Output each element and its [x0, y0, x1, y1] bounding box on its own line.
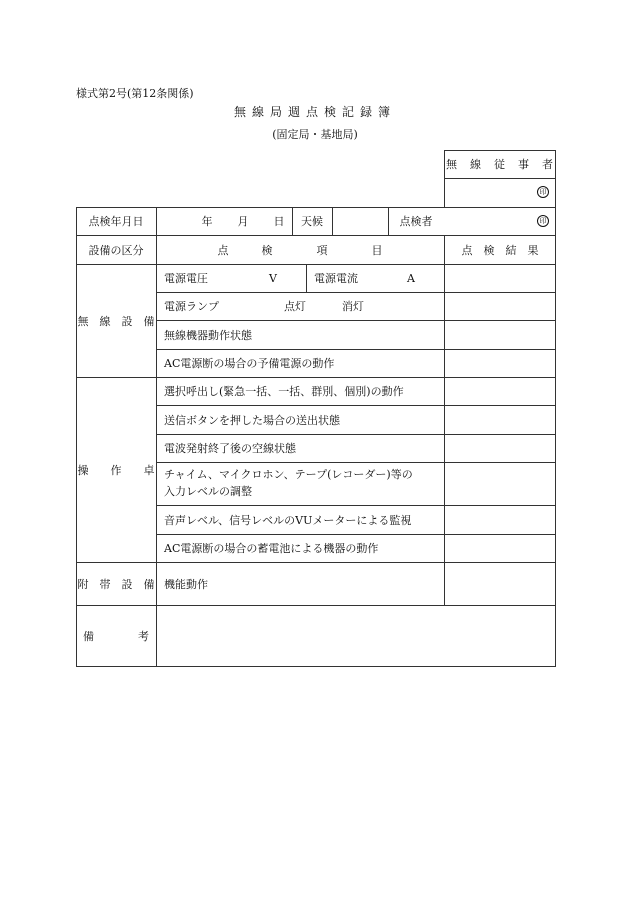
form-subtitle: (固定局・基地局) [272, 128, 358, 141]
function-item: 機能動作 [164, 577, 208, 591]
form-title: 無線局週点検記録簿 [233, 105, 396, 119]
after-emission-item: 電波発射終了後の空線状態 [164, 442, 296, 455]
operator-label: 無 線 従 事 者 [446, 158, 554, 171]
current-unit: A [407, 271, 415, 285]
ac-backup-item: AC電源断の場合の予備電源の動作 [164, 357, 335, 370]
year-label: 年 [201, 215, 213, 228]
section-auxiliary: 附 帯 設 備 [77, 577, 155, 591]
operator-signature-field[interactable] [444, 178, 555, 207]
weather-field[interactable] [333, 208, 388, 235]
weather-label: 天候 [301, 215, 323, 228]
date-label: 点検年月日 [88, 215, 144, 228]
section-remarks: 備 考 [83, 629, 149, 643]
input-level-line-2: 入力レベルの調整 [164, 485, 252, 498]
current-label: 電源電流 [314, 272, 358, 285]
radio-operation-item: 無線機器動作状態 [164, 328, 252, 342]
equipment-category-header: 設備の区分 [88, 243, 144, 257]
vu-monitor-item: 音声レベル、信号レベルのVUメーターによる監視 [164, 513, 412, 527]
form-id: 様式第2号(第12条関係) [76, 87, 194, 100]
month-label: 月 [237, 215, 249, 228]
date-field[interactable] [157, 208, 292, 235]
lamp-off-option: 消灯 [342, 300, 364, 313]
input-level-line-1: チャイム、マイクロホン、テープ(レコーダー)等の [164, 468, 413, 481]
inspector-label: 点検者 [399, 215, 433, 228]
inspection-result-fields[interactable] [445, 265, 555, 605]
seal-icon: 印 [537, 215, 549, 227]
lamp-label: 電源ランプ [164, 300, 219, 313]
inspector-signature-field[interactable] [444, 208, 555, 235]
input-level-item [156, 462, 444, 505]
day-label: 日 [273, 215, 285, 228]
section-console: 操 作 卓 [77, 463, 155, 477]
inspection-item-header: 点 検 項 目 [217, 243, 383, 257]
section-radio-equipment: 無 線 設 備 [77, 314, 155, 328]
voltage-unit: V [269, 271, 277, 285]
send-button-item: 送信ボタンを押した場合の送出状態 [164, 413, 340, 427]
lamp-on-option: 点灯 [284, 300, 306, 313]
ac-battery-item: AC電源断の場合の蓄電池による機器の動作 [164, 542, 379, 555]
inspection-result-header: 点 検 結 果 [461, 243, 539, 257]
seal-icon: 印 [537, 186, 549, 198]
selective-call-item: 選択呼出し(緊急一括、一括、群別、個別)の動作 [164, 385, 404, 398]
remarks-field[interactable] [157, 606, 555, 666]
voltage-label: 電源電圧 [164, 272, 208, 285]
